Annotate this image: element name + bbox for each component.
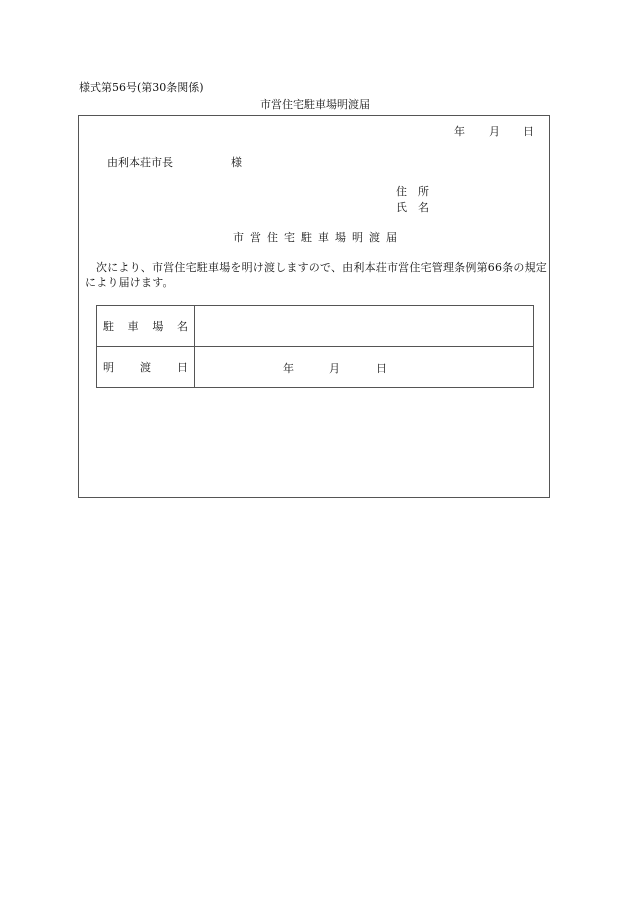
addressee-line [107, 156, 242, 169]
notice-title: 市営住宅駐車場明渡届 [233, 231, 403, 244]
vacate-date-field[interactable] [195, 347, 534, 388]
body-text: 次により、市営住宅駐車場を明け渡しますので、由利本荘市営住宅管理条例第66条の規定により届けます。 [85, 261, 547, 289]
parking-name-field[interactable] [195, 306, 534, 347]
applicant-address-label: 住所 [396, 185, 440, 198]
parking-name-label: 駐車場名 [97, 306, 195, 347]
date-day-label: 日 [523, 125, 534, 138]
date-year-label: 年 [454, 125, 465, 138]
vacate-month-label: 月 [329, 362, 340, 375]
form-caption: 市営住宅駐車場明渡届 [260, 98, 370, 111]
table-row [97, 347, 534, 388]
form-number: 様式第56号(第30条関係) [79, 81, 204, 94]
vacate-year-label: 年 [283, 362, 294, 375]
info-table [96, 305, 534, 388]
addressee-name: 由利本荘市長 [107, 156, 173, 169]
table-row [97, 306, 534, 347]
date-month-label: 月 [489, 125, 500, 138]
applicant-name-label: 氏名 [396, 201, 440, 214]
vacate-date-label: 明渡日 [97, 347, 195, 388]
vacate-day-label: 日 [376, 362, 387, 375]
addressee-honorific: 様 [231, 156, 242, 169]
